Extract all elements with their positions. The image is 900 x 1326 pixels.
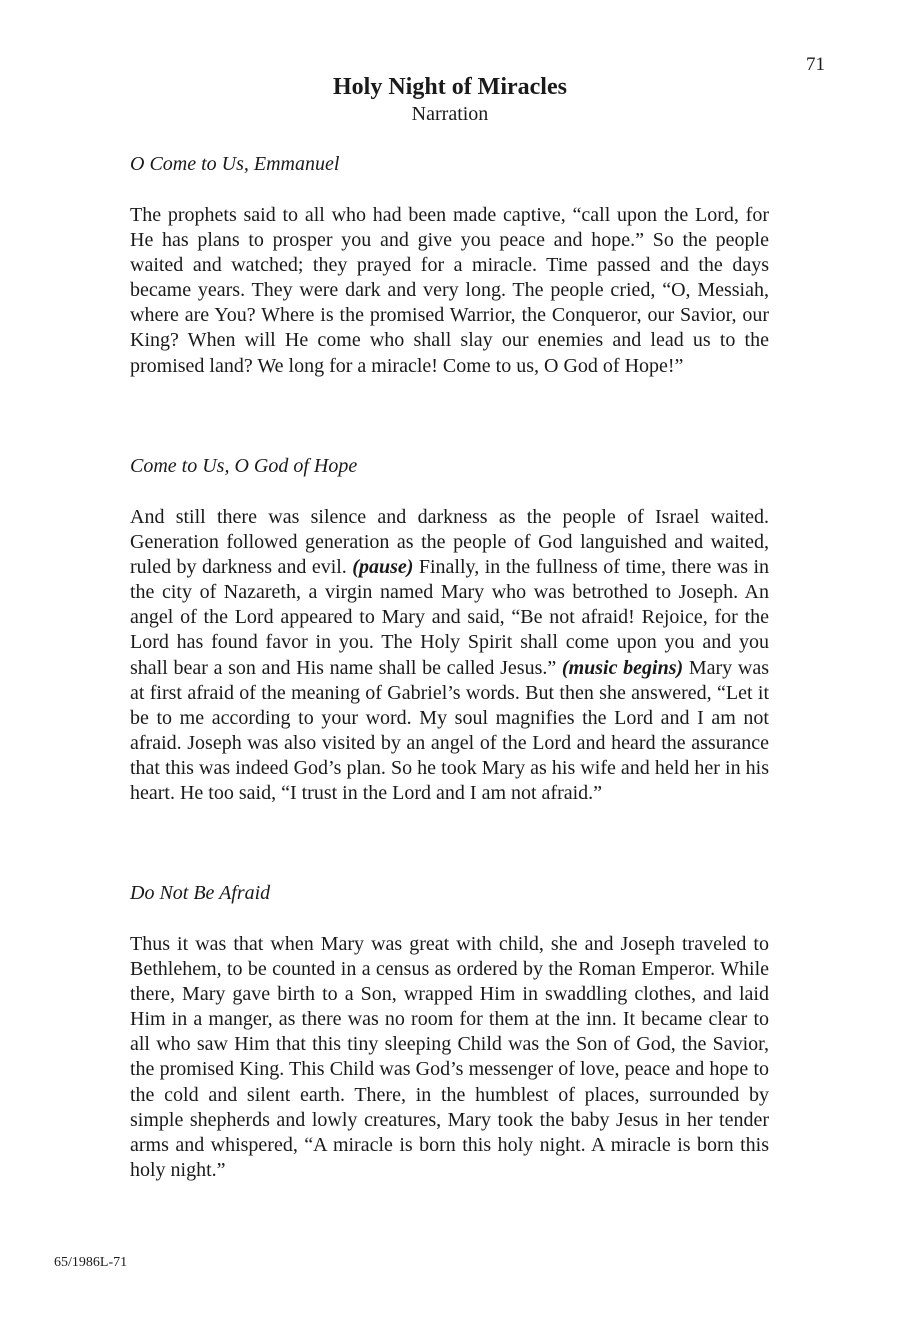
section-paragraph-come-to-us-god-of-hope [130, 505, 769, 806]
page-title: Holy Night of Miracles [333, 74, 567, 100]
section-paragraph-do-not-be-afraid: Thus it was that when Mary was great with child, she and Joseph traveled to Bethlehem, to be counted in a census as ordered by the Roman Emperor. While there, Mary gave birth to a Son, wrapped Him in swaddling clothes, and laid Him in a manger, as there was no room for them at the inn. It became clear to all who saw Him that this tiny sleeping Child was the Son of God, the Savior, the promised King. This Child was God’s messenger of love, peace and hope to the cold and silent earth. There, in the humblest of places, surrounded by simple shepherds and lowly creatures, Mary took the baby Jesus in her tender arms and whispered, “A miracle is born this holy night. A miracle is born this holy night.” [130, 933, 769, 1181]
stage-cue-music-begins: (music begins) [561, 656, 684, 679]
paragraph-text: Mary was at first afraid of the meaning of Gabriel’s words. But then she answered, “Let it be to me according to your word. My soul magnifies the Lord and I am not afraid. Joseph was also visited by an angel of the Lord and heard the assurance that this was indeed God’s plan. So he took Mary as his wife and held her in his heart. He too said, “I trust in the Lord and I am not afraid.” [130, 656, 769, 805]
page-number: 71 [806, 54, 825, 75]
section-heading-come-to-us-god-of-hope: Come to Us, O God of Hope [130, 455, 358, 477]
section-heading-o-come-to-us: O Come to Us, Emmanuel [130, 153, 340, 175]
page-subtitle: Narration [411, 103, 489, 125]
paragraph-text: Finally, in the fullness of time, there was in the city of Nazareth, a virgin named Mary who was betrothed to Joseph. An angel of the Lord appeared to Mary and said, “Be not afraid! Rejoice, for the Lord has found favor in you. The Holy Spirit shall come upon you and you shall bear a son and His name shall be called Jesus.” [130, 556, 769, 679]
footer-code: 65/1986L-71 [54, 1255, 128, 1270]
section-heading-do-not-be-afraid: Do Not Be Afraid [130, 882, 271, 904]
section-paragraph-o-come-to-us: The prophets said to all who had been made captive, “call upon the Lord, for He has plans to prosper you and give you peace and hope.” So the people waited and watched; they prayed for a miracle. Time passed and the days became years. They were dark and very long. The people cried, “O, Messiah, where are You? Where is the promised Warrior, the Conqueror, our Savior, our King? When will He come who shall slay our enemies and lead us to the promised land? We long for a miracle! Come to us, O God of Hope!” [130, 204, 769, 377]
paragraph-text: And still there was silence and darkness as the people of Israel waited. Generation followed generation as the people of God languished and waited, ruled by darkness and evil. [130, 506, 769, 579]
stage-cue-pause: (pause) [352, 556, 414, 579]
